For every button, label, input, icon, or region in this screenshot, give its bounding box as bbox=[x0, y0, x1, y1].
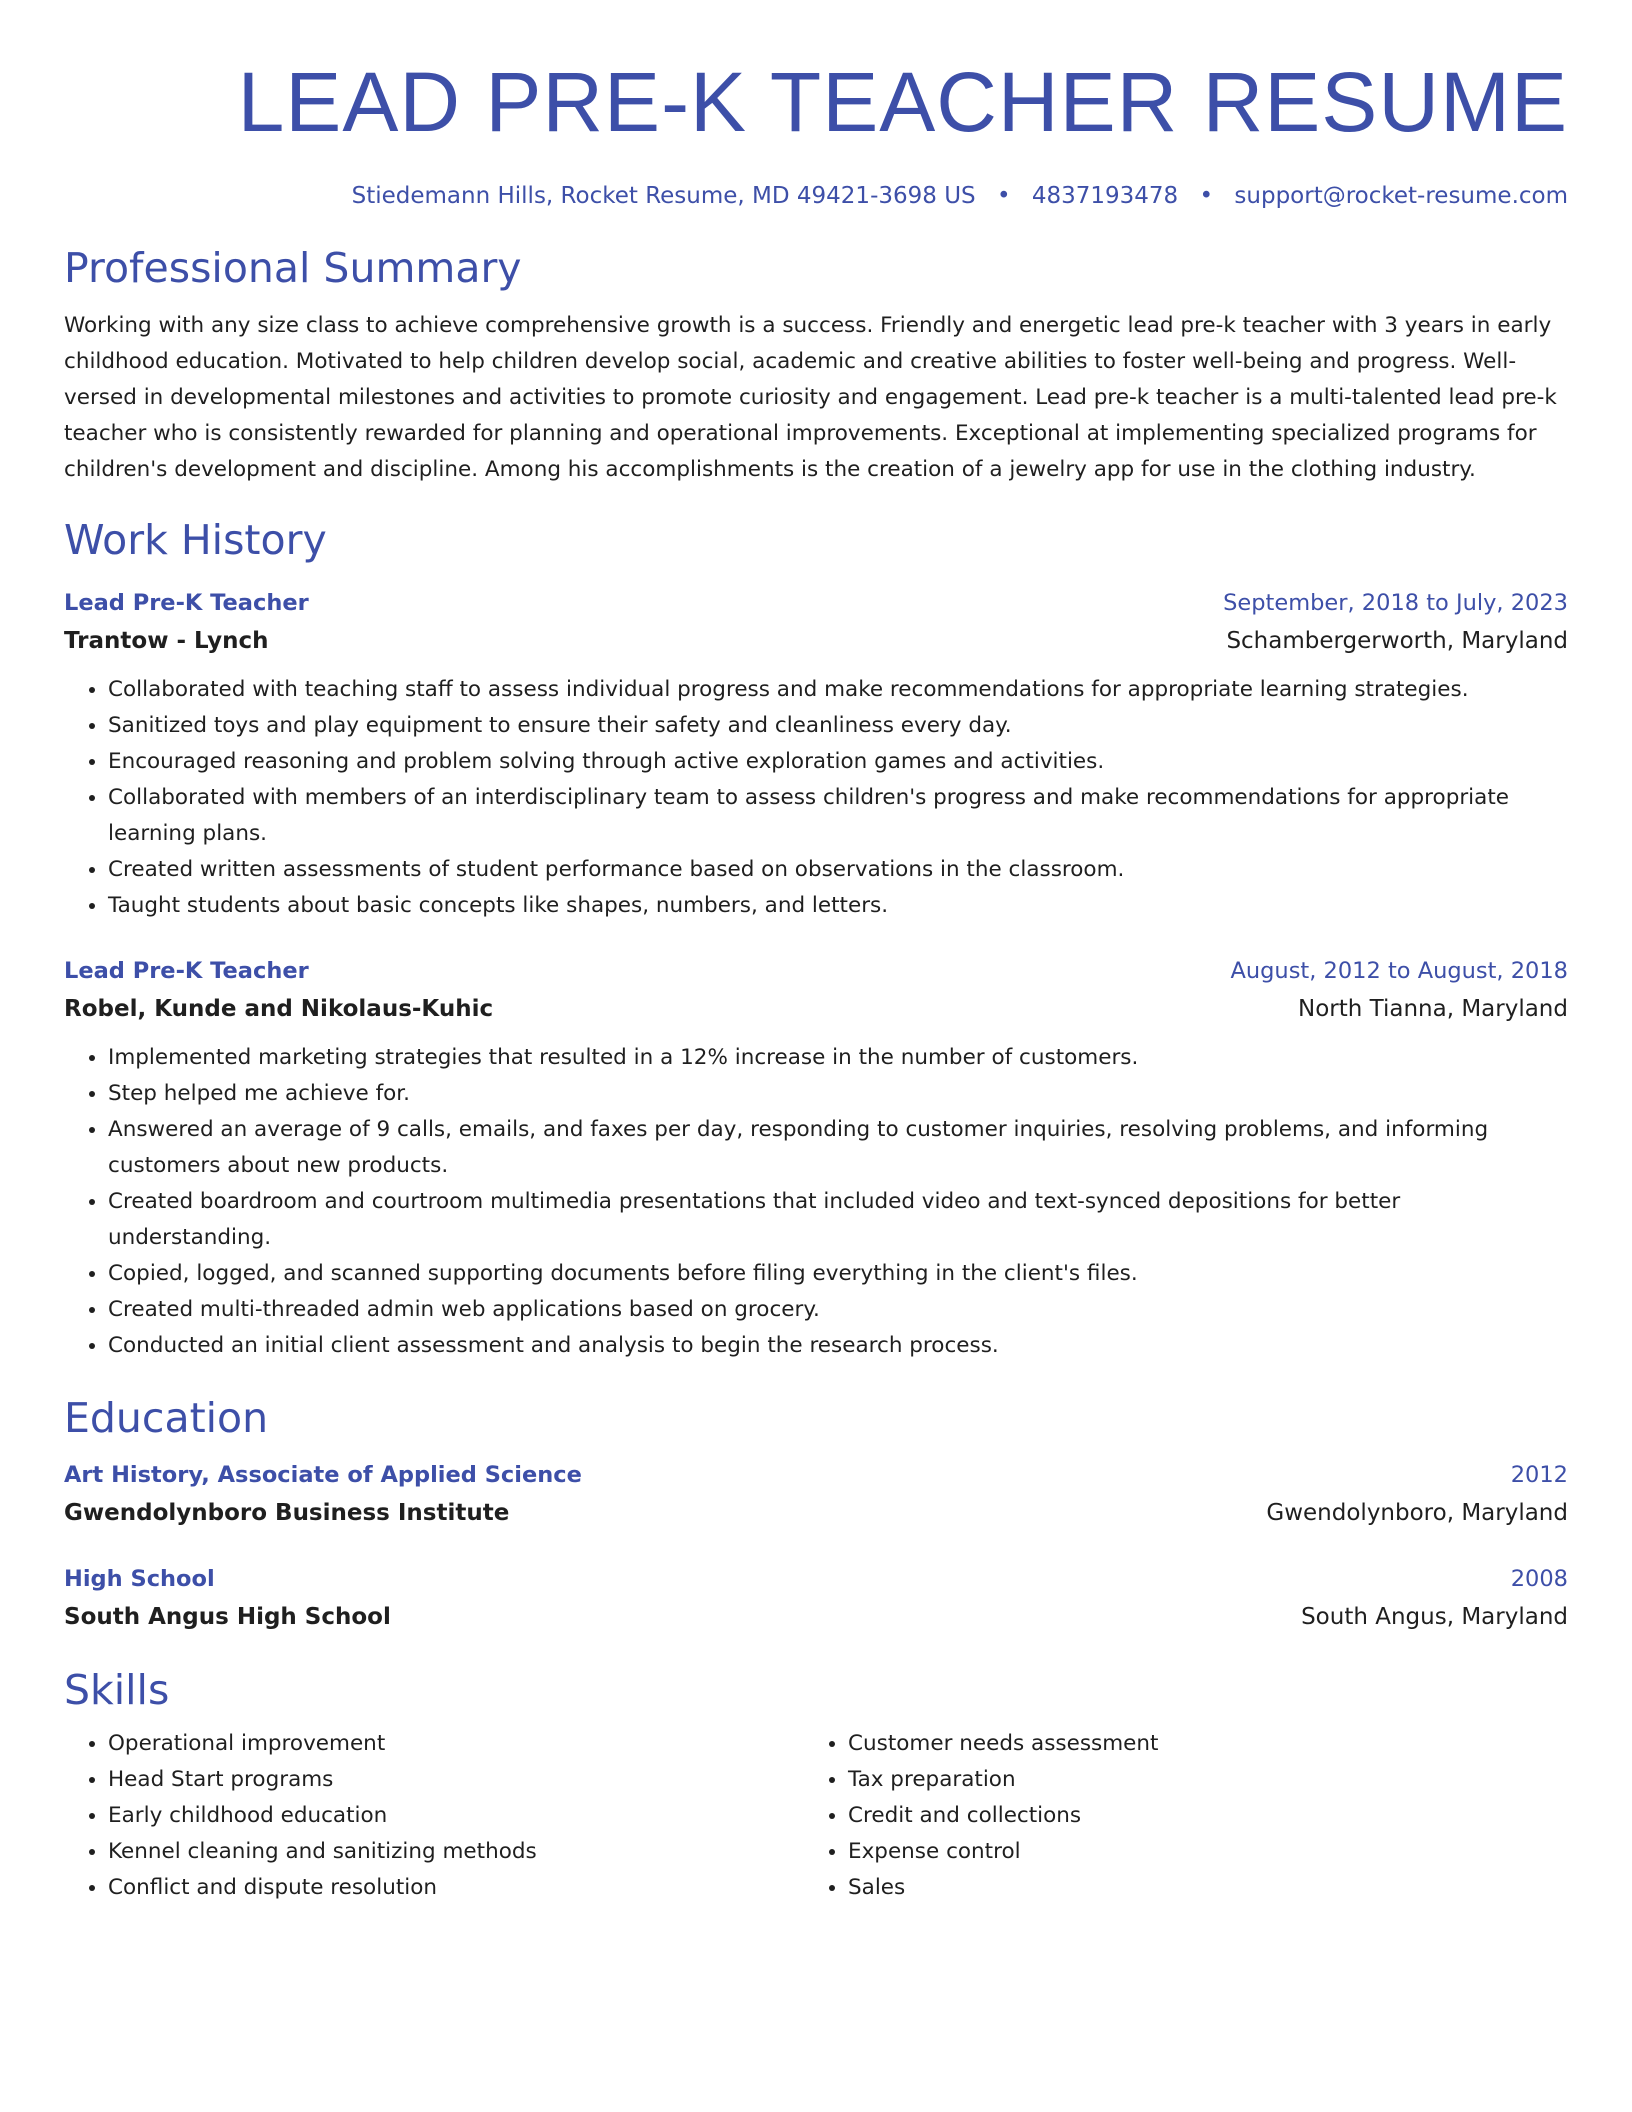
skill-item: • Kennel cleaning and sanitizing methods bbox=[108, 1834, 804, 1870]
contact-phone: 4837193478 bbox=[1031, 183, 1179, 209]
education-header-row bbox=[64, 1456, 1568, 1494]
job-bullet: • Implemented marketing strategies that resulted in a 12% increase in the number of customers. bbox=[108, 1040, 1568, 1076]
job-header-row bbox=[64, 952, 1568, 990]
education-entry bbox=[64, 1560, 1568, 1636]
job-bullets bbox=[64, 1040, 1568, 1364]
contact-separator: • bbox=[996, 183, 1011, 209]
job-entry bbox=[64, 952, 1568, 1364]
education-header-row bbox=[64, 1560, 1568, 1598]
resume-title: LEAD PRE-K TEACHER RESUME bbox=[237, 55, 1568, 149]
skill-item: • Credit and collections bbox=[848, 1798, 1544, 1834]
education-school-row bbox=[64, 1494, 1568, 1532]
education-heading: Education bbox=[64, 1394, 269, 1442]
contact-address: Stiedemann Hills, Rocket Resume, MD 49421-3698 US bbox=[351, 183, 976, 209]
job-bullet: • Created multi-threaded admin web applications based on grocery. bbox=[108, 1292, 1568, 1328]
skill-item: • Tax preparation bbox=[848, 1762, 1544, 1798]
contact-line bbox=[64, 180, 1568, 212]
job-bullet: • Taught students about basic concepts like shapes, numbers, and letters. bbox=[108, 888, 1568, 924]
skill-item: • Operational improvement bbox=[108, 1726, 804, 1762]
education-location: Gwendolynboro, Maryland bbox=[1266, 1500, 1568, 1526]
education-degree: Art History, Associate of Applied Science bbox=[64, 1462, 582, 1488]
job-company-row bbox=[64, 990, 1568, 1028]
skill-item: • Expense control bbox=[848, 1834, 1544, 1870]
job-bullet: • Copied, logged, and scanned supporting documents before filing everything in the client's files. bbox=[108, 1256, 1568, 1292]
job-entry bbox=[64, 584, 1568, 924]
job-location: Schambergerworth, Maryland bbox=[1226, 628, 1568, 654]
skill-item: • Early childhood education bbox=[108, 1798, 804, 1834]
skills-right-list bbox=[804, 1726, 1544, 1906]
job-bullet: • Created written assessments of student performance based on observations in the classroom. bbox=[108, 852, 1568, 888]
education-year: 2012 bbox=[1510, 1462, 1568, 1488]
skills-left-list bbox=[64, 1726, 804, 1906]
skill-item: • Head Start programs bbox=[108, 1762, 804, 1798]
job-role: Lead Pre-K Teacher bbox=[64, 958, 309, 984]
education-entry bbox=[64, 1456, 1568, 1532]
contact-separator: • bbox=[1199, 183, 1214, 209]
job-header-row bbox=[64, 584, 1568, 622]
skill-item: • Customer needs assessment bbox=[848, 1726, 1544, 1762]
job-dates: September, 2018 to July, 2023 bbox=[1223, 590, 1568, 616]
skill-item: • Sales bbox=[848, 1870, 1544, 1906]
education-degree: High School bbox=[64, 1566, 215, 1592]
summary-text: Working with any size class to achieve comprehensive growth is a success. Friendly and energetic lead pre-k teacher with 3 years in early childhood education. Motivated to help children develop social, academic and creative abilities to foster well-being and progress. Well-versed in developmental milestones and activities to promote curiosity and engagement. Lead pre-k teacher is a multi-talented lead pre-k teacher who is consistently rewarded for planning and operational improvements. Exceptional at implementing specialized programs for children's development and discipline. Among his accomplishments is the creation of a jewelry app for use in the clothing industry. bbox=[64, 313, 1557, 482]
job-bullet: • Created boardroom and courtroom multimedia presentations that included video and text-synced depositions for better understanding. bbox=[108, 1184, 1568, 1256]
work-history-heading: Work History bbox=[64, 516, 327, 564]
skills-columns bbox=[64, 1726, 1568, 1906]
job-bullet: • Answered an average of 9 calls, emails, and faxes per day, responding to customer inquiries, resolving problems, and informing customers about new products. bbox=[108, 1112, 1568, 1184]
job-dates: August, 2012 to August, 2018 bbox=[1230, 958, 1568, 984]
job-bullet: • Collaborated with members of an interdisciplinary team to assess children's progress and make recommendations for appropriate learning plans. bbox=[108, 780, 1568, 852]
education-school-row bbox=[64, 1598, 1568, 1636]
education-location: South Angus, Maryland bbox=[1301, 1604, 1568, 1630]
job-bullet: • Encouraged reasoning and problem solving through active exploration games and activities. bbox=[108, 744, 1568, 780]
summary-heading: Professional Summary bbox=[64, 244, 522, 292]
education-year: 2008 bbox=[1510, 1566, 1568, 1592]
job-company: Trantow - Lynch bbox=[64, 628, 269, 654]
resume-header bbox=[64, 52, 1568, 212]
contact-email: support@rocket-resume.com bbox=[1234, 183, 1568, 209]
skill-item: • Conflict and dispute resolution bbox=[108, 1870, 804, 1906]
job-location: North Tianna, Maryland bbox=[1297, 996, 1568, 1022]
job-bullet: • Sanitized toys and play equipment to ensure their safety and cleanliness every day. bbox=[108, 708, 1568, 744]
skills-heading: Skills bbox=[64, 1666, 170, 1714]
job-bullet: • Step helped me achieve for. bbox=[108, 1076, 1568, 1112]
education-school: Gwendolynboro Business Institute bbox=[64, 1500, 510, 1526]
education-school: South Angus High School bbox=[64, 1604, 391, 1630]
job-bullets bbox=[64, 672, 1568, 924]
job-bullet: • Collaborated with teaching staff to assess individual progress and make recommendations for appropriate learning strategies. bbox=[108, 672, 1568, 708]
job-role: Lead Pre-K Teacher bbox=[64, 590, 309, 616]
job-company: Robel, Kunde and Nikolaus-Kuhic bbox=[64, 996, 494, 1022]
job-bullet: • Conducted an initial client assessment and analysis to begin the research process. bbox=[108, 1328, 1568, 1364]
job-company-row bbox=[64, 622, 1568, 660]
